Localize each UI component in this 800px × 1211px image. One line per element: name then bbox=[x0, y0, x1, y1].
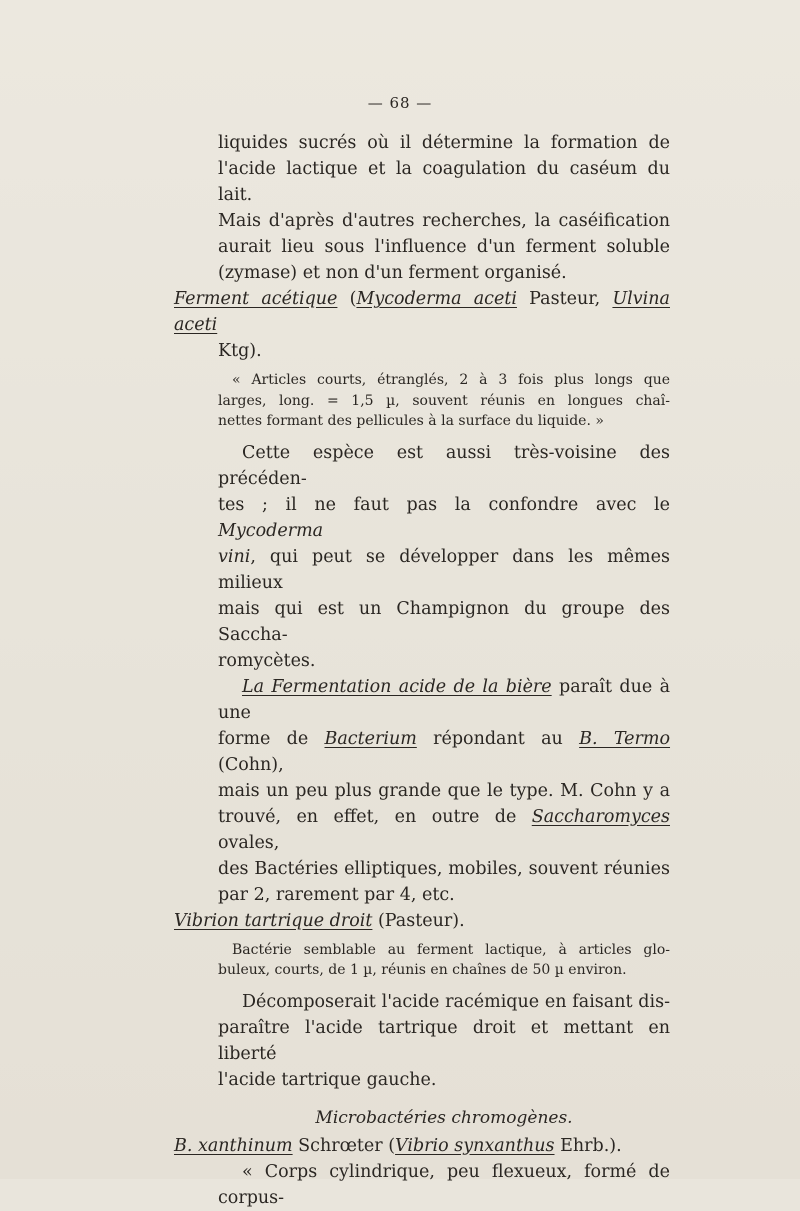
entry-ferment-acetique bbox=[174, 286, 670, 364]
text-line: mais qui est un Champignon du groupe des Saccha- bbox=[218, 598, 670, 645]
text-line: Ktg). bbox=[218, 341, 262, 361]
paragraph-lactic-ferment bbox=[218, 130, 670, 286]
text-line: « Corps cylindrique, peu flexueux, formé de corpus- bbox=[218, 1161, 670, 1208]
text-line: l'acide lactique et la coagulation du caséum du lait. bbox=[218, 159, 670, 205]
text-line: forme de Bacterium répondant au B. Termo (Cohn), bbox=[218, 728, 671, 775]
text-line: l'acide tartrique gauche. bbox=[218, 1069, 437, 1090]
entry-title-line: B. xanthinum Schrœter (Vibrio synxanthus Ehrb.). bbox=[174, 1135, 622, 1156]
quote-description-acetique bbox=[218, 370, 670, 432]
paragraph-racemique bbox=[218, 989, 670, 1093]
synonym-name: Vibrio synxanthus bbox=[395, 1135, 555, 1156]
quote-line: « Articles courts, étranglés, 2 à 3 fois plus longs que bbox=[232, 372, 670, 388]
species-name: Vibrion tartrique droit bbox=[174, 910, 373, 931]
text-line: Cette espèce est aussi très-voisine des précéden- bbox=[218, 442, 670, 489]
text-line: La Fermentation acide de la bière paraît due à une bbox=[218, 676, 671, 723]
text-line: Décomposerait l'acide racémique en faisant dis- bbox=[242, 991, 670, 1012]
quote-description-vibrion bbox=[218, 940, 670, 981]
quote-line: buleux, courts, de 1 µ, réunis en chaînes de 50 µ environ. bbox=[218, 962, 627, 978]
quote-line: larges, long. = 1,5 µ, souvent réunis en longues chaî- bbox=[218, 392, 670, 409]
section-heading: Microbactéries chromogènes. bbox=[315, 1107, 573, 1128]
text-line: liquides sucrés où il détermine la formation de bbox=[218, 133, 670, 153]
text-line: Mais d'après d'autres recherches, la caséification bbox=[218, 211, 670, 231]
text-line: (zymase) et non d'un ferment organisé. bbox=[218, 263, 567, 283]
paragraph-biere bbox=[218, 674, 670, 908]
text-line: paraître l'acide tartrique droit et mettant en liberté bbox=[218, 1017, 670, 1064]
synonym-name: Ulvina aceti bbox=[174, 289, 670, 335]
text-line: trouvé, en effet, en outre de Saccharomyces ovales, bbox=[218, 806, 670, 853]
text-line: vini, qui peut se développer dans les mêmes milieux bbox=[218, 546, 670, 593]
entry-xanthinum bbox=[174, 1133, 670, 1211]
paragraph-mycoderma-vini bbox=[218, 440, 670, 674]
text-line: des Bactéries elliptiques, mobiles, souvent réunies bbox=[218, 858, 670, 879]
species-name: B. xanthinum bbox=[174, 1135, 293, 1156]
text-line: aurait lieu sous l'influence d'un ferment soluble bbox=[218, 237, 670, 257]
entry-vibrion-tartrique bbox=[174, 908, 670, 934]
species-name: Ferment acétique bbox=[174, 289, 338, 309]
species-name: Mycoderma aceti bbox=[356, 289, 517, 309]
entry-title-line: Vibrion tartrique droit (Pasteur). bbox=[174, 910, 465, 931]
text-line: par 2, rarement par 4, etc. bbox=[218, 884, 455, 905]
text-line: mais un peu plus grande que le type. M. Cohn y a bbox=[218, 780, 670, 801]
entry-title-line: Ferment acétique (Mycoderma aceti Pasteur, Ulvina aceti bbox=[174, 289, 670, 335]
page-number: — 68 — bbox=[367, 94, 433, 112]
text-line: romycètes. bbox=[218, 650, 316, 671]
page-body bbox=[174, 130, 671, 1211]
quote-line: nettes formant des pellicules à la surface du liquide. » bbox=[218, 413, 604, 429]
quote-line: Bactérie semblable au ferment lactique, à articles glo- bbox=[232, 941, 670, 958]
text-line: tes ; il ne faut pas la confondre avec le Mycoderma bbox=[218, 494, 670, 541]
